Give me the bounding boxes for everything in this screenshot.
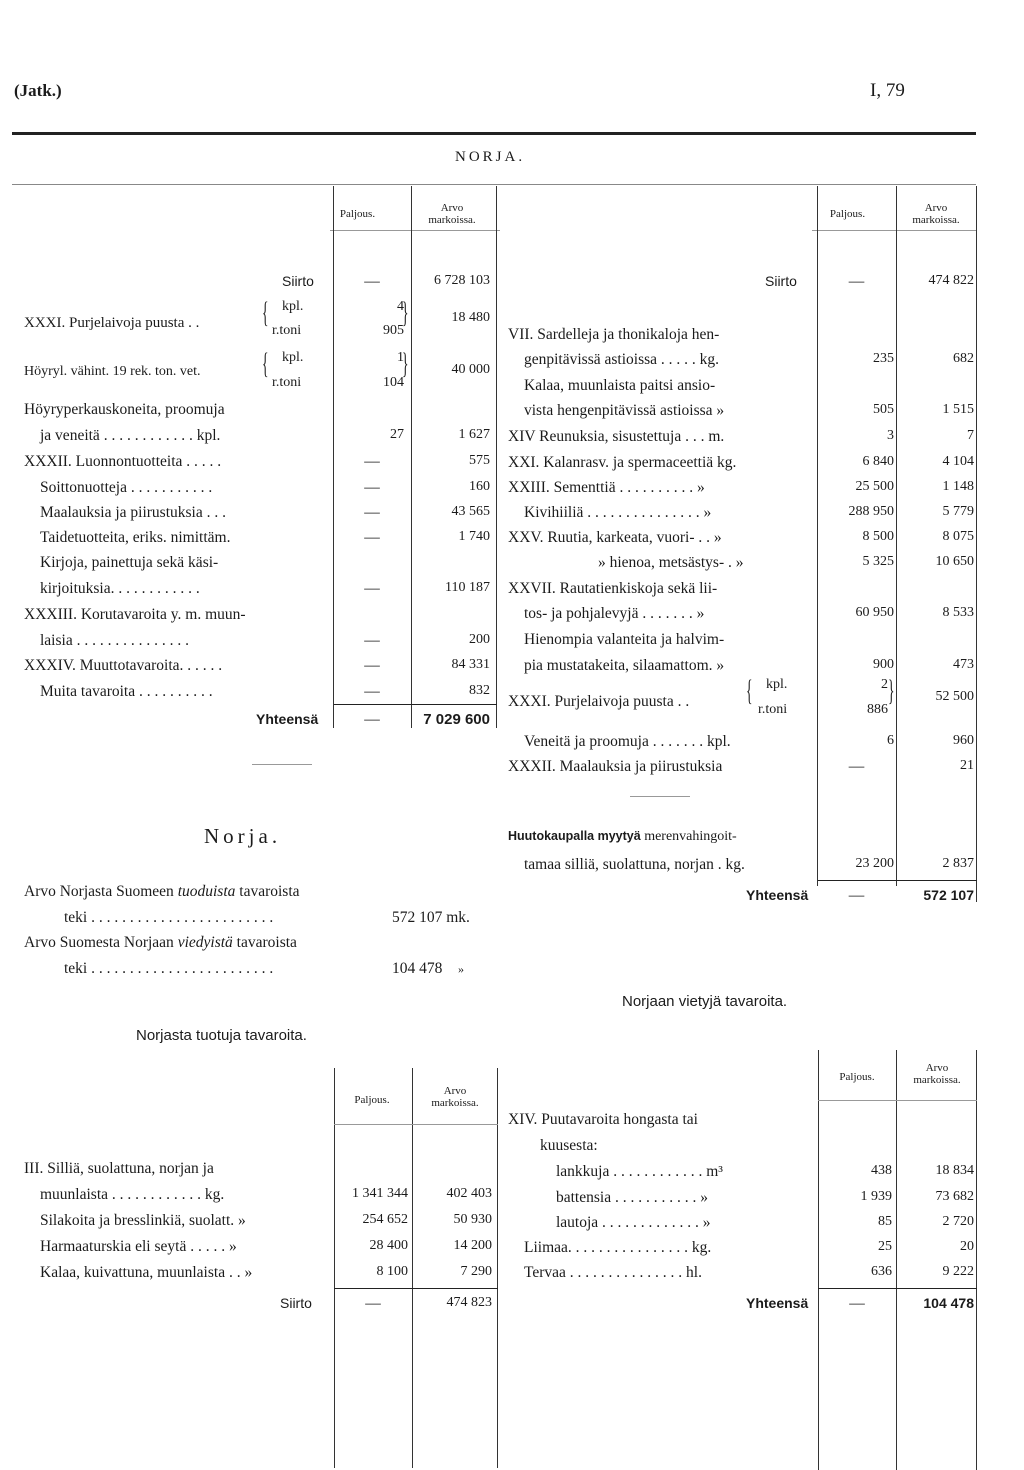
total-qty: — — [849, 1295, 865, 1312]
total-label: Yhteensä — [746, 887, 809, 903]
row-label: Kalaa, muunlaista paitsi ansio- — [524, 377, 716, 394]
row-qty: — — [364, 683, 380, 700]
row-value: 402 403 — [446, 1186, 492, 1201]
row-value: 7 — [967, 428, 974, 443]
unit-label: r.toni — [758, 702, 788, 717]
siirto-value: 474 823 — [446, 1295, 492, 1310]
row-qty: 2 — [881, 677, 888, 692]
col-divider — [976, 1050, 977, 1470]
col-header-paljous: Paljous. — [354, 1094, 390, 1106]
row-value: 21 — [960, 758, 974, 773]
row-value: 2 837 — [942, 856, 974, 871]
row-label: XXI. Kalanrasv. ja spermaceettiä kg. — [508, 454, 737, 471]
row-value: 8 075 — [942, 529, 974, 544]
col-header-rule-left — [330, 230, 500, 231]
summary-line: teki . . . . . . . . . . . . . . . . . . . . . . . . — [64, 909, 274, 926]
section-divider — [630, 796, 690, 797]
row-label: kuusesta: — [540, 1137, 598, 1154]
row-value: 2 720 — [942, 1214, 974, 1229]
col-header-arvo: Arvo markoissa. — [428, 202, 476, 226]
row-label: Hienompia valanteita ja halvim- — [524, 631, 725, 648]
col-header-rule — [818, 1100, 977, 1101]
row-label: battensia . . . . . . . . . . . » — [556, 1189, 708, 1206]
page-title: NORJA. — [455, 149, 526, 165]
row-label: XXXIII. Korutavaroita y. m. muun- — [24, 606, 246, 623]
row-label: XXIII. Sementtiä . . . . . . . . . . » — [508, 479, 705, 496]
row-label: Huutokaupalla myytyä merenvahingoit- — [508, 829, 737, 844]
siirto-label-right: Siirto — [765, 273, 797, 289]
row-label: Höyryperkauskoneita, proomuja — [24, 401, 225, 418]
row-qty: 60 950 — [855, 605, 894, 620]
row-label: Harmaaturskia eli seytä . . . . . » — [40, 1238, 237, 1255]
total-rule — [818, 880, 977, 881]
row-value: 682 — [953, 351, 974, 366]
row-qty: 6 840 — [862, 454, 894, 469]
row-value: 1 148 — [942, 479, 974, 494]
col-divider — [412, 1068, 413, 1468]
siirto-label: Siirto — [282, 273, 314, 289]
row-value: 18 480 — [451, 310, 490, 325]
total-rule — [334, 704, 497, 705]
total-rule — [334, 1288, 498, 1289]
brace-right-icon: } — [888, 674, 895, 707]
exports-heading: Norjaan vietyjä tavaroita. — [622, 993, 788, 1010]
row-label: Höyryl. vähint. 19 rek. ton. vet. — [24, 364, 201, 379]
brace-icon: { — [746, 674, 753, 707]
unit-label: kpl. — [282, 350, 304, 365]
siirto-value: 6 728 103 — [434, 273, 490, 288]
unit-label: r.toni — [272, 323, 302, 338]
total-rule — [818, 1288, 977, 1289]
row-qty: 905 — [383, 323, 404, 338]
row-label: lautoja . . . . . . . . . . . . . » — [556, 1214, 711, 1231]
total-value: 7 029 600 — [423, 711, 490, 728]
row-qty: 23 200 — [855, 856, 894, 871]
row-label: III. Silliä, suolattuna, norjan ja — [24, 1160, 214, 1177]
col-header-arvo-right: Arvo markoissa. — [912, 202, 960, 226]
row-qty: 636 — [871, 1264, 892, 1279]
row-label: pia mustatakeita, silaamattom. » — [524, 657, 725, 674]
col-header-paljous-right: Paljous. — [829, 208, 866, 220]
col-header-rule — [334, 1124, 498, 1125]
row-value: 960 — [953, 733, 974, 748]
total-value: 104 478 — [923, 1295, 974, 1311]
top-rule — [12, 132, 976, 135]
row-label: Kirjoja, painettuja sekä käsi- — [40, 554, 219, 571]
col-header-rule-right — [812, 230, 977, 231]
siirto-qty-right: — — [848, 273, 865, 290]
row-value: 1 627 — [458, 427, 490, 442]
row-value: 1 515 — [942, 402, 974, 417]
page-continuation-label: (Jatk.) — [14, 81, 62, 100]
row-label: XIV Reunuksia, sisustettuja . . . m. — [508, 428, 725, 445]
total-qty: — — [848, 887, 865, 904]
row-label: Liimaa. . . . . . . . . . . . . . . . kg. — [524, 1239, 712, 1256]
row-label: XXXI. Purjelaivoja puusta . . — [508, 693, 690, 710]
row-label: Tervaa . . . . . . . . . . . . . . . hl. — [524, 1264, 702, 1281]
row-label: kirjoituksia. . . . . . . . . . . . — [40, 580, 200, 597]
row-value: 4 104 — [942, 454, 974, 469]
row-label: Soittonuotteja . . . . . . . . . . . — [40, 479, 213, 496]
row-value: 14 200 — [453, 1238, 492, 1253]
row-qty: 25 — [878, 1239, 892, 1254]
total-qty: — — [364, 711, 380, 728]
row-label: Maalauksia ja piirustuksia . . . — [40, 504, 226, 521]
unit-label: r.toni — [272, 375, 302, 390]
col-header-arvo: Arvo markoissa. — [431, 1085, 479, 1109]
col-header-arvo: Arvo markoissa. — [913, 1062, 961, 1086]
row-value: 73 682 — [935, 1189, 974, 1204]
brace-right-icon: } — [402, 347, 409, 380]
summary-line: Arvo Norjasta Suomeen tuoduista tavaroista — [24, 883, 300, 900]
row-value: 84 331 — [451, 657, 490, 672]
row-label: XXXIV. Muuttotavaroita. . . . . . — [24, 657, 223, 674]
row-qty: 900 — [873, 657, 894, 672]
row-label: laisia . . . . . . . . . . . . . . . — [40, 632, 189, 649]
row-value: 7 290 — [460, 1264, 492, 1279]
col-divider — [896, 1050, 897, 1470]
ditto-mark: » — [458, 962, 464, 976]
row-value: 110 187 — [445, 580, 490, 595]
row-qty: 1 341 344 — [352, 1186, 408, 1201]
row-qty: 4 — [397, 299, 404, 314]
row-qty: 1 — [397, 350, 404, 365]
row-qty: — — [364, 479, 380, 496]
row-label: » hienoa, metsästys- . » — [598, 554, 744, 571]
row-value: 10 650 — [935, 554, 974, 569]
row-qty: 235 — [873, 351, 894, 366]
row-qty: 438 — [871, 1163, 892, 1178]
col-divider — [334, 1068, 335, 1468]
row-label: Kivihiiliä . . . . . . . . . . . . . . . » — [524, 504, 712, 521]
summary-heading: Norja. — [204, 824, 282, 848]
col-divider — [496, 186, 497, 728]
page-number: I, 79 — [870, 80, 905, 101]
unit-label: kpl. — [282, 299, 304, 314]
summary-line: teki . . . . . . . . . . . . . . . . . . . . . . . . — [64, 960, 274, 977]
row-qty: — — [364, 632, 380, 649]
row-label: vista hengenpitävissä astioissa » — [524, 402, 725, 419]
row-label: Veneitä ja proomuja . . . . . . . kpl. — [524, 733, 731, 750]
brace-right-icon: } — [402, 296, 409, 329]
col-header-paljous: Paljous. — [339, 208, 376, 220]
row-label: lankkuja . . . . . . . . . . . . m³ — [556, 1163, 723, 1180]
row-qty: — — [364, 529, 380, 546]
row-label: Silakoita ja bresslinkiä, suolatt. » — [40, 1212, 246, 1229]
row-qty: — — [848, 758, 865, 775]
row-value: 52 500 — [935, 689, 974, 704]
siirto-label: Siirto — [280, 1295, 312, 1311]
siirto-qty: — — [364, 273, 380, 290]
row-label: XXXII. Maalauksia ja piirustuksia — [508, 758, 723, 775]
row-qty: 5 325 — [862, 554, 894, 569]
row-label: tos- ja pohjalevyjä . . . . . . . » — [524, 605, 705, 622]
row-qty: 6 — [887, 733, 894, 748]
row-qty: 8 500 — [862, 529, 894, 544]
siirto-value-right: 474 822 — [928, 273, 974, 288]
row-label: muunlaista . . . . . . . . . . . . kg. — [40, 1186, 225, 1203]
imports-heading: Norjasta tuotuja tavaroita. — [136, 1027, 307, 1044]
row-value: 5 779 — [942, 504, 974, 519]
row-qty: 3 — [887, 428, 894, 443]
row-label: ja veneitä . . . . . . . . . . . . kpl. — [40, 427, 221, 444]
row-qty: 288 950 — [848, 504, 894, 519]
row-qty: 505 — [873, 402, 894, 417]
total-label: Yhteensä — [746, 1295, 809, 1311]
total-value: 572 107 — [923, 887, 974, 903]
siirto-qty: — — [365, 1295, 381, 1312]
row-value: 1 740 — [458, 529, 490, 544]
row-value: 50 930 — [453, 1212, 492, 1227]
header-rule — [12, 184, 976, 185]
row-qty: 254 652 — [362, 1212, 408, 1227]
row-value: 473 — [953, 657, 974, 672]
row-qty: 85 — [878, 1214, 892, 1229]
row-value: 9 222 — [942, 1264, 974, 1279]
row-label: XXXI. Purjelaivoja puusta . . — [24, 315, 200, 331]
row-qty: 8 100 — [376, 1264, 408, 1279]
row-value: 832 — [469, 683, 490, 698]
row-value: 200 — [469, 632, 490, 647]
row-value: 575 — [469, 453, 490, 468]
brace-icon: { — [262, 347, 269, 380]
row-qty: — — [364, 504, 380, 521]
col-divider — [976, 186, 977, 902]
row-qty: 25 500 — [855, 479, 894, 494]
summary-line: Arvo Suomesta Norjaan viedyistä tavaroista — [24, 934, 297, 951]
row-value: 160 — [469, 479, 490, 494]
row-label: Muita tavaroita . . . . . . . . . . — [40, 683, 213, 700]
row-value: 8 533 — [942, 605, 974, 620]
row-value: 20 — [960, 1239, 974, 1254]
row-qty: — — [364, 657, 380, 674]
row-label: XIV. Puutavaroita hongasta tai — [508, 1111, 698, 1128]
summary-value: 572 107 mk. — [392, 909, 470, 926]
row-qty: 104 — [383, 375, 404, 390]
col-divider — [497, 1068, 498, 1468]
col-header-paljous: Paljous. — [839, 1071, 875, 1083]
row-label: XXVII. Rautatienkiskoja sekä lii- — [508, 580, 718, 597]
row-label: tamaa silliä, suolattuna, norjan . kg. — [524, 856, 745, 873]
row-qty: — — [364, 453, 380, 470]
row-qty: 27 — [390, 427, 404, 442]
row-label: XXXII. Luonnontuotteita . . . . . — [24, 453, 222, 470]
row-label: Taidetuotteita, eriks. nimittäm. — [40, 529, 231, 546]
row-value: 43 565 — [451, 504, 490, 519]
row-value: 40 000 — [451, 362, 490, 377]
row-qty: 1 939 — [860, 1189, 892, 1204]
row-label: XXV. Ruutia, karkeata, vuori- . . » — [508, 529, 722, 546]
col-divider — [818, 1050, 819, 1470]
row-label: Kalaa, kuivattuna, muunlaista . . » — [40, 1264, 253, 1281]
row-label: VII. Sardelleja ja thonikaloja hen- — [508, 326, 720, 343]
section-divider — [252, 764, 312, 765]
row-qty: 886 — [867, 702, 888, 717]
brace-icon: { — [262, 296, 269, 329]
row-label: genpitävissä astioissa . . . . . kg. — [524, 351, 720, 368]
row-value: 18 834 — [935, 1163, 974, 1178]
row-qty: 28 400 — [369, 1238, 408, 1253]
row-qty: — — [364, 580, 380, 597]
total-label: Yhteensä — [256, 711, 319, 727]
summary-value: 104 478 — [392, 960, 443, 977]
unit-label: kpl. — [766, 677, 788, 692]
